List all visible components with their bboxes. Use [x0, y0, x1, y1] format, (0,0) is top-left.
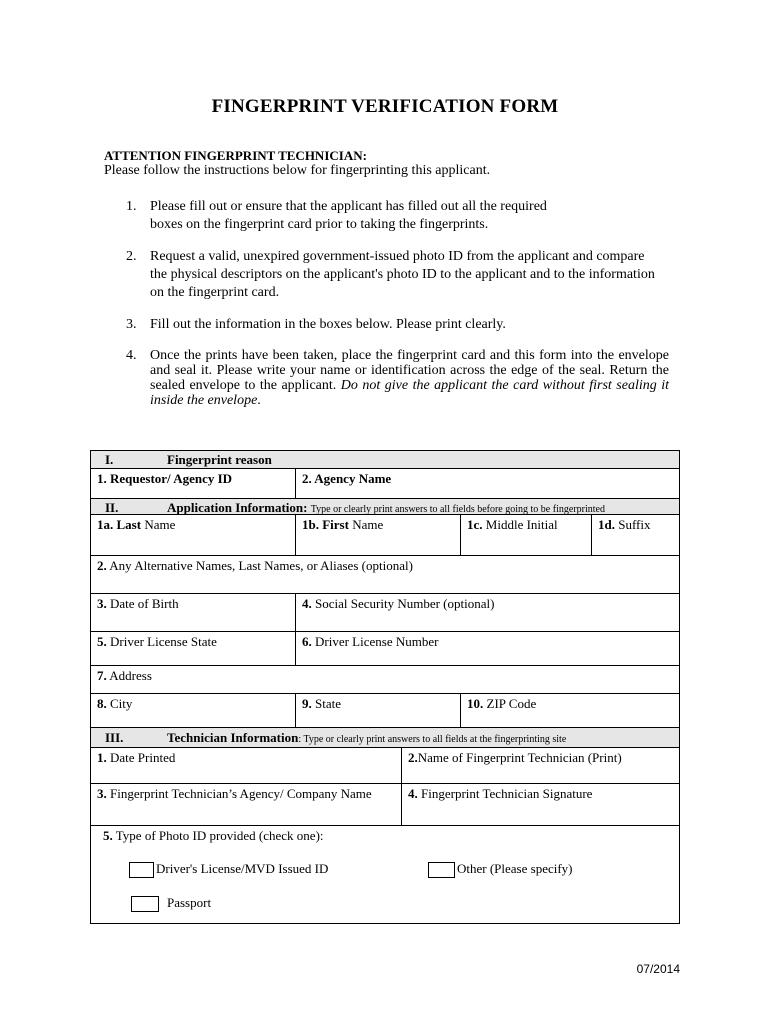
driver-license-state-field[interactable]: 5. Driver License State — [97, 634, 217, 649]
driver-license-number-field[interactable]: 6. Driver License Number — [295, 632, 679, 665]
alt-names-row — [91, 556, 679, 594]
first-name-field[interactable]: 1b. First Name — [295, 515, 460, 555]
technician-row-1 — [91, 748, 679, 784]
photo-id-label: 5. Type of Photo ID provided (check one): — [103, 828, 324, 843]
technician-agency-field[interactable]: 3. Fingerprint Technician’s Agency/ Company Name — [97, 786, 372, 801]
instruction-list — [104, 198, 669, 422]
form-revision-date: 07/2014 — [636, 962, 680, 976]
section-1-header: I. Fingerprint reason — [91, 451, 679, 469]
driver-license-row — [91, 632, 679, 666]
instruction-step-3: 3. Fill out the information in the boxes below. Please print clearly. — [126, 317, 506, 332]
drivers-license-checkbox[interactable] — [129, 862, 154, 878]
date-of-birth-field[interactable]: 3. Date of Birth — [97, 596, 179, 611]
technician-row-2 — [91, 784, 679, 826]
option-other: Other (Please specify) — [428, 861, 573, 878]
instructions-intro: Please follow the instructions below for fingerprinting this applicant. — [104, 163, 491, 178]
option-passport: Passport — [131, 895, 211, 912]
address-field[interactable]: 7. Address — [97, 668, 152, 683]
date-printed-field[interactable]: 1. Date Printed — [97, 750, 176, 765]
instruction-step-2: 2. Request a valid, unexpired government-issued photo ID from the applicant and compare the physical descriptors on the applicant's photo ID to the applicant and to the information on the fingerprint card. — [126, 249, 655, 300]
instruction-step-1: 1. Please fill out or ensure that the applicant has filled out all the required boxes on the fingerprint card prior to taking the fingerprints. — [126, 199, 547, 232]
instruction-step-4: 4. Once the prints have been taken, place the fingerprint card and this form into the envelope and seal it. Please write your name or identification across the edge of the seal. Return the sealed envelope to the applicant. Do not give the applicant the card without first sealing it inside the envelope. — [126, 348, 670, 408]
suffix-field[interactable]: 1d. Suffix — [591, 515, 679, 555]
option-drivers-license: Driver's License/MVD Issued ID — [129, 861, 328, 878]
name-fields-row — [91, 515, 679, 556]
attention-heading: ATTENTION FINGERPRINT TECHNICIAN: — [104, 148, 367, 163]
dob-ssn-row — [91, 594, 679, 632]
agency-name-field[interactable]: 2. Agency Name — [295, 469, 679, 498]
section-1-fields — [91, 469, 679, 499]
zip-code-field[interactable]: 10. ZIP Code — [460, 694, 679, 727]
section-3-header: III. Technician Information: Type or clearly print answers to all fields at the fingerprinting site — [91, 728, 679, 748]
state-field[interactable]: 9. State — [295, 694, 460, 727]
section-2-header: II. Application Information: Type or clearly print answers to all fields before going to be fingerprinted — [91, 499, 679, 515]
technician-name-field[interactable]: 2.Name of Fingerprint Technician (Print) — [401, 748, 679, 783]
ssn-field[interactable]: 4. Social Security Number (optional) — [295, 594, 679, 631]
middle-initial-field[interactable]: 1c. Middle Initial — [460, 515, 591, 555]
alternative-names-field[interactable]: 2. Any Alternative Names, Last Names, or Aliases (optional) — [97, 558, 413, 573]
verification-form-table — [90, 450, 680, 924]
address-row — [91, 666, 679, 694]
requestor-agency-id-field[interactable]: 1. Requestor/ Agency ID — [97, 471, 233, 486]
technician-signature-field[interactable]: 4. Fingerprint Technician Signature — [401, 784, 679, 825]
passport-checkbox[interactable] — [131, 896, 159, 912]
city-state-zip-row — [91, 694, 679, 728]
photo-id-area — [91, 826, 679, 923]
other-checkbox[interactable] — [428, 862, 455, 878]
form-title: FINGERPRINT VERIFICATION FORM — [211, 96, 559, 117]
last-name-field[interactable]: 1a. Last Name — [97, 517, 176, 532]
city-field[interactable]: 8. City — [97, 696, 133, 711]
